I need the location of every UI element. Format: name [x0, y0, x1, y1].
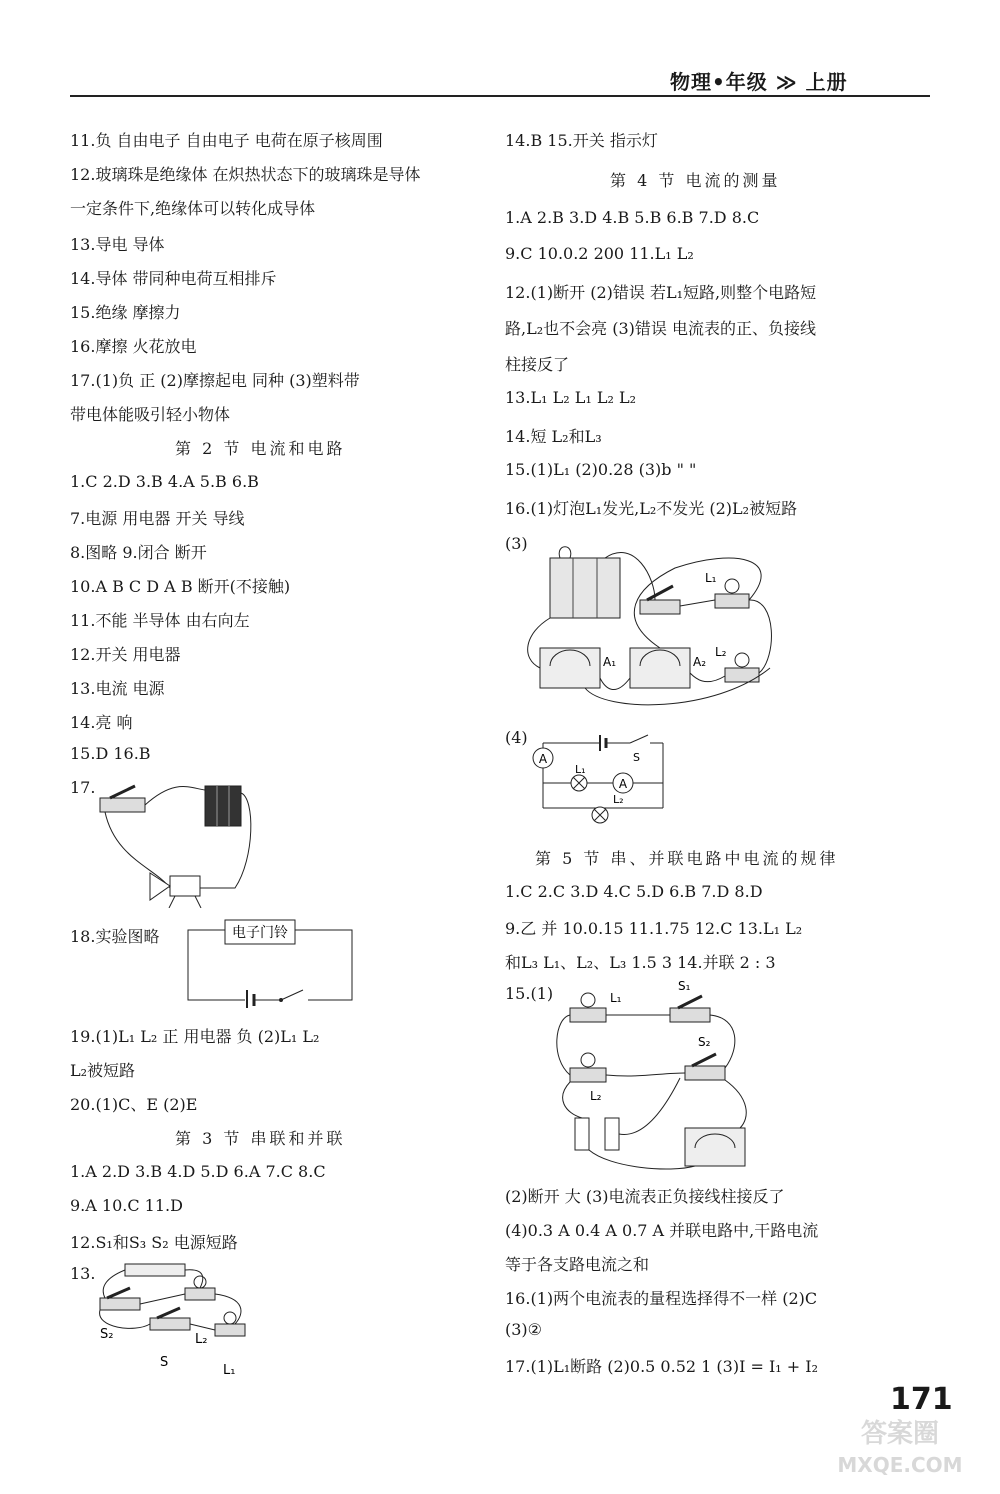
answer-line: 10.A B C D A B 断开(不接触) — [70, 577, 291, 596]
answer-line: 12.玻璃珠是绝缘体 在炽热状态下的玻璃珠是导体 — [70, 165, 421, 184]
circuit-figure-16-3 — [515, 538, 785, 718]
answer-line: 14.B 15.开关 指示灯 — [505, 131, 658, 150]
label-l2: L₂ — [715, 645, 727, 659]
answer-line: 17.(1)负 正 (2)摩擦起电 同种 (3)塑料带 — [70, 371, 360, 390]
label-a1: A₁ — [603, 655, 617, 669]
watermark-logo — [810, 1412, 990, 1482]
answer-line: 13.导电 导体 — [70, 235, 165, 254]
answer-line: (3) — [505, 534, 528, 553]
answer-line: 9.C 10.0.2 200 11.L₁ L₂ — [505, 244, 694, 263]
circuit-figure-15-1 — [550, 978, 760, 1178]
answer-line: 16.摩擦 火花放电 — [70, 337, 197, 356]
answer-line: 柱接反了 — [505, 355, 570, 374]
label-s: S — [160, 1355, 169, 1370]
answer-line: 15.(1) — [505, 984, 554, 1003]
answer-line: 13.L₁ L₂ L₁ L₂ L₂ — [505, 388, 636, 407]
ammeter-a2: A — [618, 777, 628, 791]
answer-line: 8.图略 9.闭合 断开 — [70, 543, 207, 562]
answer-line: L₂被短路 — [70, 1061, 136, 1080]
label-l2: L₂ — [195, 1332, 208, 1347]
answer-line: 7.电源 用电器 开关 导线 — [70, 509, 245, 528]
answer-line: 9.A 10.C 11.D — [70, 1196, 183, 1215]
answer-line: 1.A 2.D 3.B 4.D 5.D 6.A 7.C 8.C — [70, 1162, 326, 1181]
answer-line: (4)0.3 A 0.4 A 0.7 A 并联电路中,干路电流 — [505, 1221, 819, 1240]
answer-line: (2)断开 大 (3)电流表正负接线柱接反了 — [505, 1187, 785, 1206]
answer-line: 14.亮 响 — [70, 713, 133, 732]
answer-line: 9.乙 并 10.0.15 11.1.75 12.C 13.L₁ L₂ — [505, 919, 803, 938]
circuit-figure-16-4 — [505, 733, 675, 828]
answer-line: 18.实验图略 — [70, 927, 160, 946]
svg-text:MXQE.COM: MXQE.COM — [837, 1453, 963, 1477]
label-s2: S₂ — [100, 1327, 114, 1342]
answer-line: 12.(1)断开 (2)错误 若L₁短路,则整个电路短 — [505, 283, 817, 302]
running-header: 物理•年级 ≫ 上册 — [670, 70, 848, 94]
label-l2: L₂ — [613, 793, 624, 806]
answer-line: 11.不能 半导体 由右向左 — [70, 611, 250, 630]
answer-line: 15.绝缘 摩擦力 — [70, 303, 181, 322]
answer-line: 20.(1)C、E (2)E — [70, 1095, 198, 1114]
answer-line: 15.D 16.B — [70, 744, 151, 763]
label-l1: L₁ — [705, 571, 717, 585]
answer-line: 14.短 L₂和L₃ — [505, 427, 602, 446]
page-number: 171 — [890, 1382, 953, 1417]
circuit-figure-13 — [95, 1258, 265, 1383]
answer-line: 带电体能吸引轻小物体 — [70, 405, 231, 424]
answer-line: (4) — [505, 728, 528, 747]
answer-line: 13. — [70, 1264, 96, 1283]
answer-line: 14.导体 带同种电荷互相排斥 — [70, 269, 277, 288]
answer-line: 17.(1)L₁断路 (2)0.5 0.52 1 (3)I = I₁ + I₂ — [505, 1357, 819, 1376]
label-l2: L₂ — [590, 1089, 602, 1103]
doorbell-label: 电子门铃 — [232, 925, 288, 941]
answer-line: 17. — [70, 778, 96, 797]
answer-line: 路,L₂也不会亮 (3)错误 电流表的正、负接线 — [505, 319, 816, 338]
label-a2: A₂ — [693, 655, 707, 669]
answer-line: 一定条件下,绝缘体可以转化成导体 — [70, 199, 316, 218]
label-l1: L₁ — [610, 991, 622, 1005]
answer-line: 等于各支路电流之和 — [505, 1255, 650, 1274]
section-title: 第 2 节 电流和电路 — [175, 439, 346, 458]
answer-line: 1.C 2.C 3.D 4.C 5.D 6.B 7.D 8.D — [505, 882, 763, 901]
answer-line: 1.C 2.D 3.B 4.A 5.B 6.B — [70, 472, 259, 491]
label-l1: L₁ — [575, 763, 586, 776]
circuit-figure-18 — [185, 918, 355, 1008]
answer-line: 16.(1)灯泡L₁发光,L₂不发光 (2)L₂被短路 — [505, 499, 798, 518]
answer-line: 16.(1)两个电流表的量程选择得不一样 (2)C — [505, 1289, 818, 1308]
section-title: 第 5 节 串、并联电路中电流的规律 — [535, 849, 839, 868]
section-title: 第 4 节 电流的测量 — [610, 171, 781, 190]
label-s2: S₂ — [698, 1035, 711, 1049]
answer-line: 13.电流 电源 — [70, 679, 165, 698]
circuit-figure-17 — [95, 778, 295, 908]
label-s1: S₁ — [678, 979, 691, 993]
answer-line: 11.负 自由电子 自由电子 电荷在原子核周围 — [70, 131, 383, 150]
answer-line: (3)② — [505, 1320, 543, 1339]
header-rule — [70, 95, 930, 97]
answer-line: 19.(1)L₁ L₂ 正 用电器 负 (2)L₁ L₂ — [70, 1027, 320, 1046]
label-l1: L₁ — [223, 1363, 236, 1378]
answer-line: 15.(1)L₁ (2)0.28 (3)b " " — [505, 460, 697, 479]
svg-text:答案圈: 答案圈 — [860, 1419, 940, 1449]
answer-line: 12.S₁和S₃ S₂ 电源短路 — [70, 1233, 238, 1252]
ammeter-a: A — [538, 752, 548, 766]
answer-line: 和L₃ L₁、L₂、L₃ 1.5 3 14.并联 2 : 3 — [505, 953, 776, 972]
label-s: S — [633, 751, 640, 764]
section-title: 第 3 节 串联和并联 — [175, 1129, 346, 1148]
answer-line: 1.A 2.B 3.D 4.B 5.B 6.B 7.D 8.C — [505, 208, 760, 227]
answer-line: 12.开关 用电器 — [70, 645, 181, 664]
